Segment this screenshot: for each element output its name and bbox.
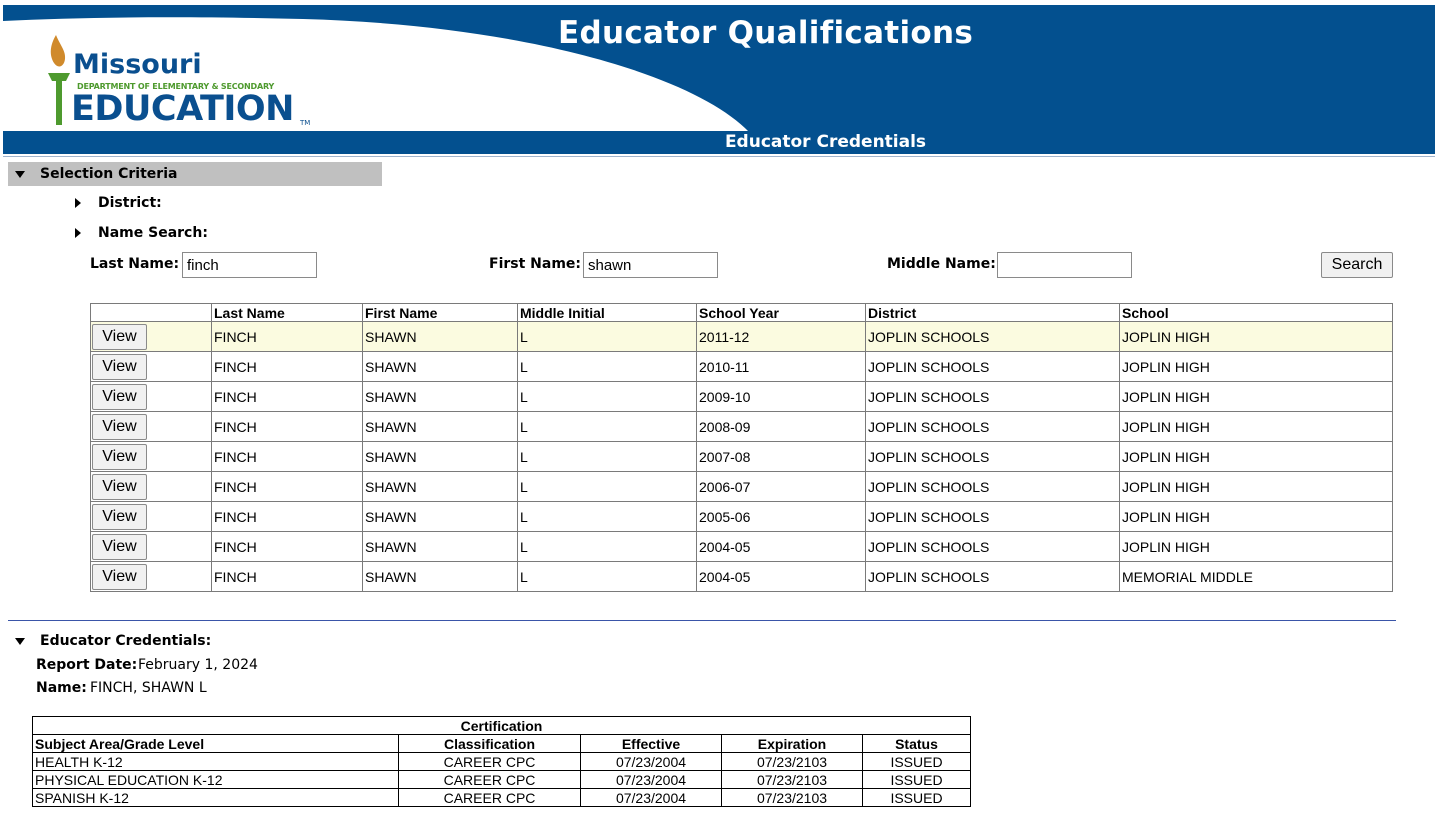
- educator-credentials-label: Educator Credentials:: [40, 633, 212, 649]
- cell-first-name: SHAWN: [363, 412, 518, 442]
- table-row[interactable]: [91, 562, 1393, 592]
- section-divider: [8, 620, 1396, 621]
- cell-district: JOPLIN SCHOOLS: [866, 412, 1120, 442]
- table-row[interactable]: [91, 352, 1393, 382]
- certification-row: [33, 789, 971, 807]
- column-header: Middle Initial: [518, 304, 697, 322]
- cell-school-year: 2007-08: [697, 442, 866, 472]
- logo-trademark: TM: [300, 119, 311, 127]
- column-header: District: [866, 304, 1120, 322]
- view-button[interactable]: View: [92, 414, 147, 440]
- certification-row: [33, 771, 971, 789]
- cell-first-name: SHAWN: [363, 382, 518, 412]
- view-button[interactable]: View: [92, 564, 147, 590]
- table-row[interactable]: [91, 502, 1393, 532]
- cell-district: JOPLIN SCHOOLS: [866, 502, 1120, 532]
- cell-district: JOPLIN SCHOOLS: [866, 322, 1120, 352]
- cell-school-year: 2010-11: [697, 352, 866, 382]
- cell-district: JOPLIN SCHOOLS: [866, 352, 1120, 382]
- view-button[interactable]: View: [92, 534, 147, 560]
- name-label: Name:: [36, 680, 87, 696]
- cell-expiration: 07/23/2103: [722, 753, 863, 771]
- collapsed-arrow-icon: [75, 228, 81, 238]
- cell-middle-initial: L: [518, 472, 697, 502]
- district-label: District:: [98, 195, 162, 211]
- cell-middle-initial: L: [518, 502, 697, 532]
- cell-school: JOPLIN HIGH: [1120, 472, 1393, 502]
- cell-middle-initial: L: [518, 352, 697, 382]
- cell-school: MEMORIAL MIDDLE: [1120, 562, 1393, 592]
- column-header: Status: [863, 735, 971, 753]
- cell-first-name: SHAWN: [363, 442, 518, 472]
- cell-middle-initial: L: [518, 442, 697, 472]
- cell-middle-initial: L: [518, 412, 697, 442]
- cell-classification: CAREER CPC: [399, 753, 581, 771]
- cell-classification: CAREER CPC: [399, 771, 581, 789]
- cell-district: JOPLIN SCHOOLS: [866, 562, 1120, 592]
- cell-district: JOPLIN SCHOOLS: [866, 472, 1120, 502]
- table-row[interactable]: [91, 532, 1393, 562]
- cell-first-name: SHAWN: [363, 322, 518, 352]
- cell-school-year: 2008-09: [697, 412, 866, 442]
- last-name-input[interactable]: [182, 252, 317, 278]
- selection-criteria-label: Selection Criteria: [40, 166, 178, 182]
- view-button[interactable]: View: [92, 444, 147, 470]
- cell-district: JOPLIN SCHOOLS: [866, 442, 1120, 472]
- cell-last-name: FINCH: [212, 532, 363, 562]
- cell-middle-initial: L: [518, 322, 697, 352]
- educator-credentials-toggle[interactable]: [8, 632, 228, 652]
- cell-status: ISSUED: [863, 753, 971, 771]
- results-header-row: [91, 304, 1393, 322]
- view-button[interactable]: View: [92, 384, 147, 410]
- view-button[interactable]: View: [92, 474, 147, 500]
- content-border: [3, 156, 1435, 157]
- cell-middle-initial: L: [518, 562, 697, 592]
- cell-school-year: 2006-07: [697, 472, 866, 502]
- cell-status: ISSUED: [863, 789, 971, 807]
- cell-middle-initial: L: [518, 382, 697, 412]
- cell-school-year: 2004-05: [697, 532, 866, 562]
- cell-effective: 07/23/2004: [581, 771, 722, 789]
- cell-last-name: FINCH: [212, 472, 363, 502]
- table-row[interactable]: [91, 472, 1393, 502]
- cell-school-year: 2009-10: [697, 382, 866, 412]
- cell-school-year: 2004-05: [697, 562, 866, 592]
- cell-expiration: 07/23/2103: [722, 771, 863, 789]
- cell-school: JOPLIN HIGH: [1120, 442, 1393, 472]
- cell-district: JOPLIN SCHOOLS: [866, 382, 1120, 412]
- cell-last-name: FINCH: [212, 562, 363, 592]
- certification-row: [33, 753, 971, 771]
- certification-title: Certification: [33, 717, 971, 735]
- column-header: Subject Area/Grade Level: [33, 735, 399, 753]
- logo-department-text: DEPARTMENT OF ELEMENTARY & SECONDARY: [77, 82, 275, 91]
- cell-effective: 07/23/2004: [581, 789, 722, 807]
- cell-school: JOPLIN HIGH: [1120, 352, 1393, 382]
- selection-criteria-toggle[interactable]: [8, 162, 382, 186]
- expanded-arrow-icon: [15, 171, 25, 178]
- cell-first-name: SHAWN: [363, 352, 518, 382]
- results-table: [90, 303, 1393, 592]
- first-name-input[interactable]: [583, 252, 718, 278]
- cell-subject: SPANISH K-12: [33, 789, 399, 807]
- header-banner: [3, 5, 1435, 131]
- certification-header-row: [33, 735, 971, 753]
- cell-school: JOPLIN HIGH: [1120, 322, 1393, 352]
- cell-district: JOPLIN SCHOOLS: [866, 532, 1120, 562]
- app-title: Educator Qualifications: [558, 15, 974, 51]
- cell-expiration: 07/23/2103: [722, 789, 863, 807]
- column-header: Last Name: [212, 304, 363, 322]
- cell-first-name: SHAWN: [363, 472, 518, 502]
- middle-name-input[interactable]: [997, 252, 1132, 278]
- logo-missouri-text: Missouri: [73, 49, 202, 80]
- column-header: School: [1120, 304, 1393, 322]
- cell-school-year: 2005-06: [697, 502, 866, 532]
- torch-icon: [44, 33, 74, 129]
- cell-last-name: FINCH: [212, 502, 363, 532]
- name-search-toggle[interactable]: [70, 224, 210, 244]
- table-row[interactable]: [91, 382, 1393, 412]
- cell-last-name: FINCH: [212, 412, 363, 442]
- column-header: Expiration: [722, 735, 863, 753]
- cell-first-name: SHAWN: [363, 502, 518, 532]
- cell-last-name: FINCH: [212, 382, 363, 412]
- table-row[interactable]: [91, 412, 1393, 442]
- cell-first-name: SHAWN: [363, 532, 518, 562]
- first-name-label: First Name:: [489, 256, 582, 272]
- report-date-value: February 1, 2024: [138, 657, 258, 673]
- cell-classification: CAREER CPC: [399, 789, 581, 807]
- logo-education-text: EDUCATION: [71, 89, 294, 129]
- cell-last-name: FINCH: [212, 352, 363, 382]
- cell-effective: 07/23/2004: [581, 753, 722, 771]
- cell-last-name: FINCH: [212, 442, 363, 472]
- view-button[interactable]: View: [92, 324, 147, 350]
- cell-subject: PHYSICAL EDUCATION K-12: [33, 771, 399, 789]
- collapsed-arrow-icon: [75, 198, 81, 208]
- subheader-title: Educator Credentials: [724, 132, 927, 152]
- name-search-label: Name Search:: [98, 225, 208, 241]
- cell-last-name: FINCH: [212, 322, 363, 352]
- search-button[interactable]: Search: [1321, 252, 1393, 278]
- report-date-label: Report Date:: [36, 657, 138, 673]
- view-button[interactable]: View: [92, 354, 147, 380]
- cell-subject: HEALTH K-12: [33, 753, 399, 771]
- name-value: FINCH, SHAWN L: [90, 680, 207, 696]
- certification-title-row: [33, 717, 971, 735]
- view-button[interactable]: View: [92, 504, 147, 530]
- expanded-arrow-icon: [15, 638, 25, 645]
- cell-school: JOPLIN HIGH: [1120, 412, 1393, 442]
- column-header: School Year: [697, 304, 866, 322]
- middle-name-label: Middle Name:: [887, 256, 996, 272]
- subheader-bar: [3, 131, 1435, 154]
- last-name-label: Last Name:: [90, 256, 180, 272]
- cell-status: ISSUED: [863, 771, 971, 789]
- column-header: Classification: [399, 735, 581, 753]
- cell-school: JOPLIN HIGH: [1120, 532, 1393, 562]
- column-header: [91, 304, 212, 322]
- table-row[interactable]: [91, 442, 1393, 472]
- cell-school: JOPLIN HIGH: [1120, 502, 1393, 532]
- table-row[interactable]: [91, 322, 1393, 352]
- certification-table: [32, 716, 971, 807]
- column-header: First Name: [363, 304, 518, 322]
- cell-school: JOPLIN HIGH: [1120, 382, 1393, 412]
- cell-first-name: SHAWN: [363, 562, 518, 592]
- cell-middle-initial: L: [518, 532, 697, 562]
- district-toggle[interactable]: [70, 194, 170, 214]
- cell-school-year: 2011-12: [697, 322, 866, 352]
- column-header: Effective: [581, 735, 722, 753]
